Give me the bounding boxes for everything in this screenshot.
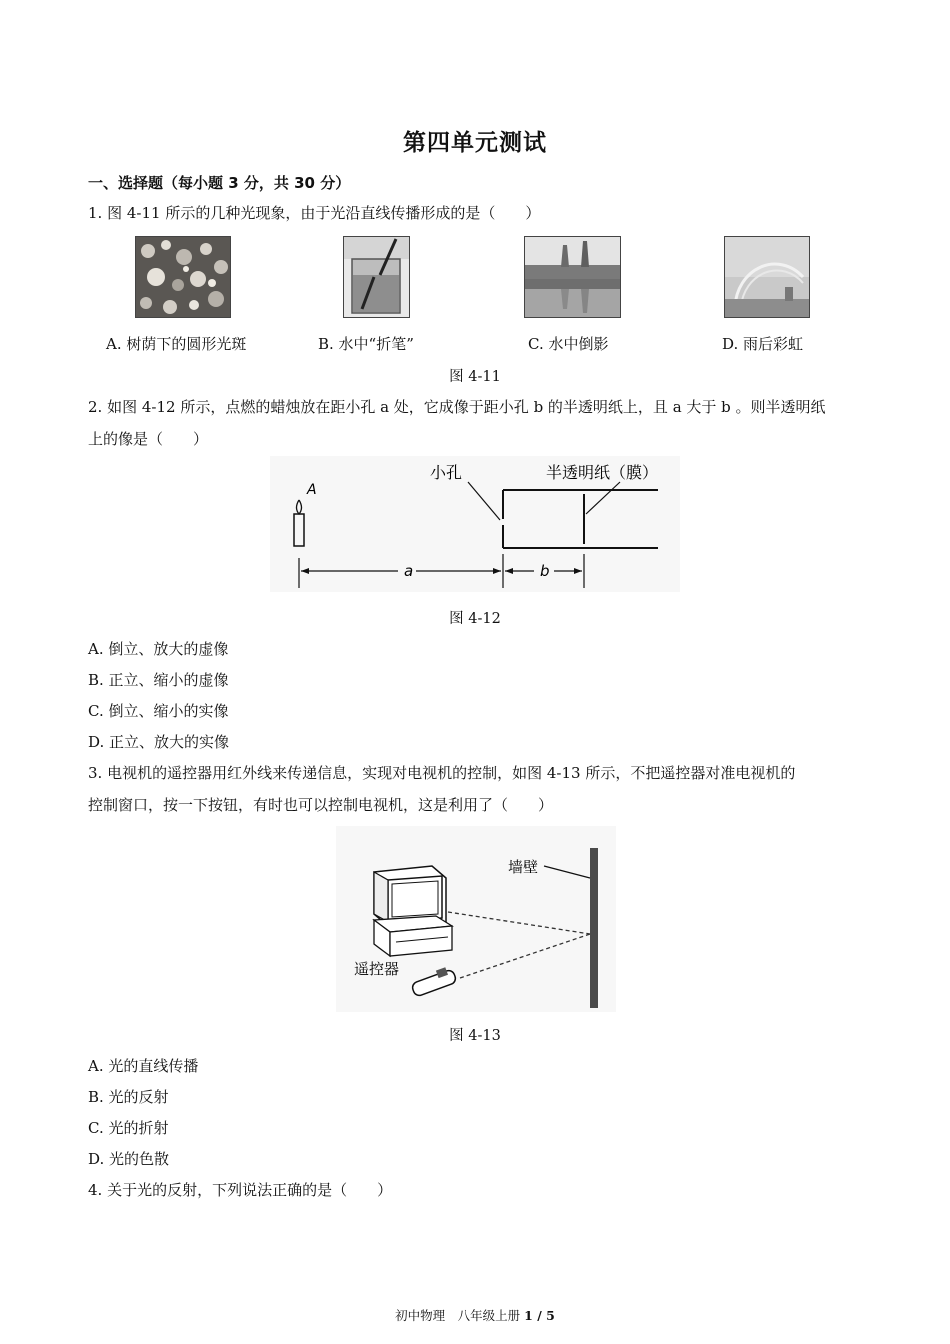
q3-option-c: C. 光的折射 [88, 1119, 169, 1137]
q2-option-b: B. 正立、缩小的虚像 [88, 671, 229, 689]
water-reflection-photo [524, 236, 621, 318]
distance-a-label: a [404, 562, 414, 580]
question-3-text-line1: 3. 电视机的遥控器用红外线来传递信息，实现对电视机的控制，如图 4-13 所示，不把遥控器对准电视机的 [88, 764, 796, 782]
q1-option-c: C. 水中倒影 [528, 335, 609, 353]
tv-remote-diagram [336, 826, 616, 1012]
page-footer [0, 1306, 950, 1324]
tree-shade-image [136, 237, 230, 317]
figure-4-12-caption: 图 4-12 [449, 611, 501, 627]
q1-option-b: B. 水中“折笔” [318, 335, 414, 353]
wall-label: 墙壁 [508, 858, 539, 876]
bent-pencil-photo [343, 236, 410, 318]
q3-option-a: A. 光的直线传播 [88, 1057, 199, 1075]
rainbow-photo [724, 236, 810, 318]
glass-with-pencil-image [344, 237, 409, 317]
pagoda-reflection-image [525, 237, 620, 317]
footer-text: 初中物理 八年级上册 [395, 1308, 521, 1323]
candle-label: A [307, 482, 317, 498]
q2-option-c: C. 倒立、缩小的实像 [88, 702, 229, 720]
section-heading: 一、选择题（每小题 3 分，共 30 分） [88, 174, 351, 192]
television [374, 866, 452, 956]
question-4-text: 4. 关于光的反射，下列说法正确的是（ ） [88, 1181, 393, 1199]
q3-option-d: D. 光的色散 [88, 1150, 170, 1168]
tree-shade-photo [135, 236, 231, 318]
distance-b-label: b [540, 562, 550, 580]
rainbow-image [725, 237, 809, 317]
wall [590, 848, 598, 1008]
question-3-text-line2: 控制窗口，按一下按钮，有时也可以控制电视机，这是利用了（ ） [88, 796, 554, 814]
page-number: 1 / 5 [524, 1308, 555, 1323]
question-1-text: 1. 图 4-11 所示的几种光现象，由于光沿直线传播形成的是（ ） [88, 204, 541, 222]
q1-option-d: D. 雨后彩虹 [722, 335, 804, 353]
q1-option-a: A. 树荫下的圆形光斑 [106, 335, 247, 353]
question-2-text-line1: 2. 如图 4-12 所示，点燃的蜡烛放在距小孔 a 处，它成像于距小孔 b 的半透明纸上，且 a 大于 b 。则半透明纸 [88, 398, 826, 416]
pinhole-diagram [270, 456, 680, 592]
q2-option-a: A. 倒立、放大的虚像 [88, 640, 229, 658]
pinhole-label: 小孔 [430, 463, 463, 482]
figure-4-13-caption: 图 4-13 [449, 1028, 501, 1044]
page-title: 第四单元测试 [403, 130, 547, 156]
figure-4-11-caption: 图 4-11 [449, 369, 501, 385]
remote-label: 遥控器 [354, 960, 400, 978]
q3-option-b: B. 光的反射 [88, 1088, 169, 1106]
screen-label: 半透明纸（膜） [546, 463, 659, 482]
q2-option-d: D. 正立、放大的实像 [88, 733, 230, 751]
question-2-text-line2: 上的像是（ ） [88, 430, 209, 448]
